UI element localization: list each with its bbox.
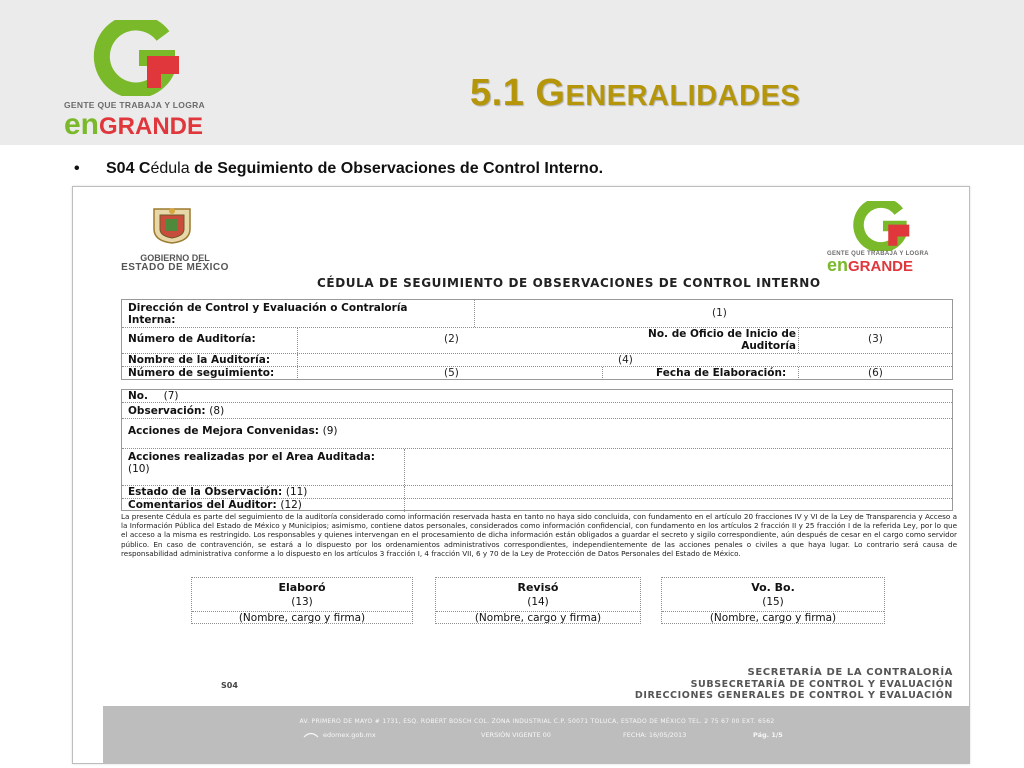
bullet-suffix: de Seguimiento de Observaciones de Control Interno. xyxy=(189,160,604,177)
row-nombre xyxy=(122,354,952,367)
document-image xyxy=(72,186,970,764)
auditoria-num-label: Número de Auditoría: xyxy=(128,333,256,345)
signature-reviso: Revisó (14) (Nombre, cargo y firma) xyxy=(435,577,641,624)
web-icon xyxy=(303,730,319,739)
bullet-dot: • xyxy=(74,160,80,177)
signature-vobo: Vo. Bo. (15) (Nombre, cargo y firma) xyxy=(661,577,885,624)
row-observacion xyxy=(122,403,952,419)
estado-label: Estado de la Observación: (11) xyxy=(128,486,308,498)
bullet-item xyxy=(74,160,603,178)
secretaria-name: SECRETARÍA DE LA CONTRALORÍA xyxy=(747,667,953,678)
direccion-num: (1) xyxy=(712,307,727,319)
row-direccion xyxy=(122,300,952,328)
subsecretaria-name: SUBSECRETARÍA DE CONTROL Y EVALUACIÓN xyxy=(690,679,953,690)
nombre-label: Nombre de la Auditoría: xyxy=(128,354,271,366)
direccion-label: Dirección de Control y Evaluación o Contraloría Interna: xyxy=(128,302,408,326)
doc-logo-word-en: en xyxy=(827,255,849,275)
comentarios-label: Comentarios del Auditor: (12) xyxy=(128,499,302,511)
slide-title xyxy=(470,72,800,115)
body-fields-table xyxy=(121,389,953,511)
header-fields-table xyxy=(121,299,953,380)
nombre-num: (4) xyxy=(618,354,633,366)
acciones-mejora-label: Acciones de Mejora Convenidas: (9) xyxy=(128,425,338,437)
logo-wordmark xyxy=(64,108,203,142)
bullet-normal: édula xyxy=(150,160,190,177)
bullet-prefix: S04 C xyxy=(106,160,151,177)
logo-word-en: en xyxy=(64,108,100,141)
footer-website: edomex.gob.mx xyxy=(323,731,376,739)
footer-version: VERSIÓN VIGENTE 00 xyxy=(481,731,551,739)
observacion-label: Observación: (8) xyxy=(128,405,225,417)
gov-name xyxy=(115,253,235,273)
row-acciones-realizadas xyxy=(122,449,952,486)
logo-tagline: GENTE QUE TRABAJA Y LOGRA xyxy=(64,100,205,110)
gov-name-line2: ESTADO DE MÉXICO xyxy=(121,262,229,273)
fecha-num: (6) xyxy=(868,367,883,379)
doc-logo-word-grande: GRANDE xyxy=(848,258,914,275)
row-comentarios xyxy=(122,499,952,512)
gov-name-line1: GOBIERNO DEL xyxy=(140,253,210,263)
engrande-g-logo-icon xyxy=(93,20,179,96)
legal-notice: La presente Cédula es parte del seguimiento de la auditoría considerado como información reservada hasta en tanto no haya sido concluida, con fundamento en el artículo 20 fracciones IV y VI de la Ley de Transparencia y Acceso a la Información Pública del Estado de México y Municipios; asimismo, contiene datos personales, considerados como información confidencial, con fundamento en los artículos 2 fracción II y 25 fracción I de la referida Ley, por lo que el acceso a la misma es restringido. Los responsables y quienes intervengan en el procesamiento de dicha información están obligados a guardar el secreto y sigilo correspondiente, aún después de cesar en el cargo como servidor público. En caso de contravención, se estará a lo dispuesto por los ordenamientos administrativos correspondientes, independientemente de las acciones penales o civiles a que haya lugar. Lo contrario será causa de responsabilidad administrativa conforme a lo dispuesto en los artículos 3 fracción I, 4 fracción VII, 6 y 70 de la Ley de Protección de Datos Personales del Estado de México. xyxy=(121,512,957,558)
slide-title-number: 5.1 xyxy=(470,72,525,114)
slide-title-cap: G xyxy=(535,72,566,114)
oficio-label: No. de Oficio de Inicio de Auditoría xyxy=(648,328,796,352)
row-acciones-mejora xyxy=(122,419,952,449)
doc-engrande-g-logo-icon xyxy=(850,201,912,251)
acciones-realizadas-label: Acciones realizadas por el Area Auditada: (10) xyxy=(128,451,375,475)
doc-logo-wordmark xyxy=(827,255,913,276)
auditoria-num: (2) xyxy=(444,333,459,345)
doc-logo-tagline: GENTE QUE TRABAJA Y LOGRA xyxy=(827,251,929,257)
oficio-num: (3) xyxy=(868,333,883,345)
row-auditoria-num xyxy=(122,328,952,354)
row-estado xyxy=(122,486,952,499)
seguimiento-label: Número de seguimiento: xyxy=(128,367,275,379)
fecha-label: Fecha de Elaboración: xyxy=(656,367,787,379)
seguimiento-num: (5) xyxy=(444,367,459,379)
form-title: CÉDULA DE SEGUIMIENTO DE OBSERVACIONES DE CONTROL INTERNO xyxy=(317,276,821,290)
footer-address: AV. PRIMERO DE MAYO # 1731, ESQ. ROBERT BOSCH COL. ZONA INDUSTRIAL C.P. 50071 TOLUCA, ESTADO DE MÉXICO TEL. 2 75 67 00 EXT. 6562 xyxy=(299,718,775,725)
logo-word-grande: GRANDE xyxy=(99,113,204,140)
footer-page: Pág. 1/5 xyxy=(753,731,783,739)
signature-elaboro: Elaboró (13) (Nombre, cargo y firma) xyxy=(191,577,413,624)
slide-title-rest: ENERALIDADES xyxy=(565,80,801,112)
footer-fecha: FECHA: 16/05/2013 xyxy=(623,731,687,739)
no-label: No. (7) xyxy=(128,390,179,402)
direcciones-name: DIRECCIONES GENERALES DE CONTROL Y EVALUACIÓN xyxy=(634,690,953,701)
row-seguimiento xyxy=(122,367,952,380)
row-no xyxy=(122,390,952,403)
form-code: S04 xyxy=(221,681,238,690)
document-footer-band xyxy=(103,706,970,764)
gov-seal-icon xyxy=(148,205,196,245)
